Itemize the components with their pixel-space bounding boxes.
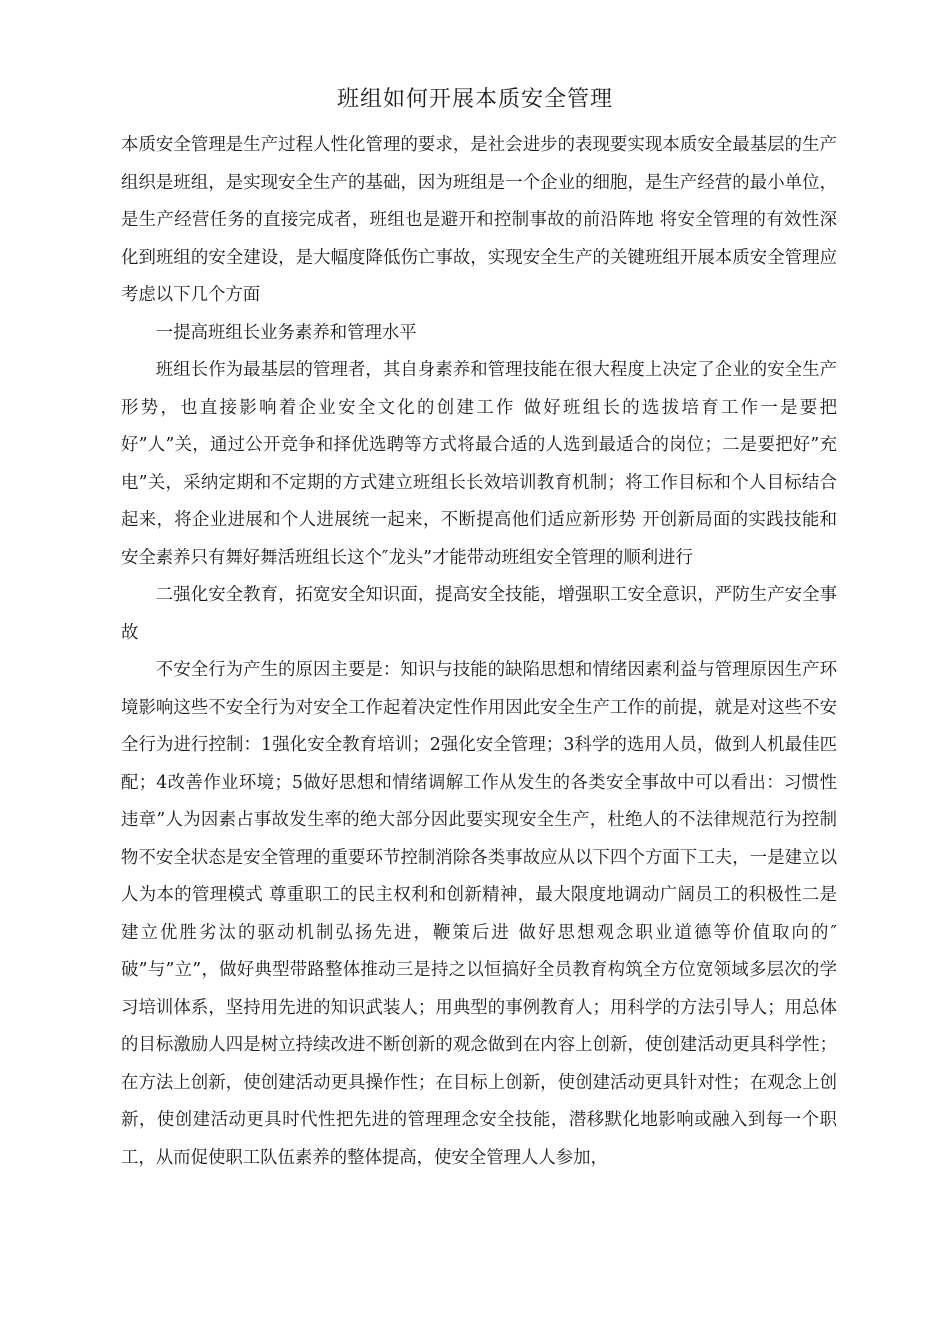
section-heading-1: 一提高班组长业务素养和管理水平 [155,322,417,343]
document-body [121,127,837,1177]
document-title: 班组如何开展本质安全管理 [336,87,613,112]
paragraph-section-2: 不安全行为产生的原因主要是：知识与技能的缺陷思想和情绪因素利益与管理原因生产环境影响这些不安全行为对安全工作起着决定性作用因此安全生产工作的前提，就是对这些不安全行为进行控制：1强化安全教育培训；2强化安全管理；3科学的选用人员，做到人机最佳匹配；4改善作业环境；5做好思想和情绪调解工作从发生的各类安全事故中可以看出：习惯性违章”人为因素占事故发生率的绝大部分因此要实现安全生产，杜绝人的不法律规范行为控制物不安全状态是安全管理的重要环节控制消除各类事故应从以下四个方面下工夫，一是建立以人为本的管理模式 尊重职工的民主权利和创新精神，最大限度地调动广阔员工的积极性二是建立优胜劣汰的驱动机制弘扬先进，鞭策后进 做好思想观念职业道德等价值取向的″破”与”立”，做好典型带路整体推动三是持之以恒搞好全员教育构筑全方位宽领域多层次的学习培训体系，坚持用先进的知识武装人；用典型的事例教育人；用科学的方法引导人；用总体的目标激励人四是树立持续改进不断创新的观念做到在内容上创新，使创建活动更具科学性；在方法上创新，使创建活动更具操作性；在目标上创新，使创建活动更具针对性；在观念上创新，使创建活动更具时代性把先进的管理理念安全技能，潜移默化地影响或融入到每一个职工，从而促使职工队伍素养的整体提高，使安全管理人人参加， [121,660,837,1168]
section-heading-2: 二强化安全教育，拓宽安全知识面，提高安全技能，增强职工安全意识，严防生产安全事故 [121,585,837,643]
paragraph-section-1: 班组长作为最基层的管理者，其自身素养和管理技能在很大程度上决定了企业的安全生产形势，也直接影响着企业安全文化的创建工作 做好班组长的选拔培育工作一是要把好”人”关，通过公开竞争和择优选聘等方式将最合适的人选到最适合的岗位；二是要把好”充电”关，采纳定期和不定期的方式建立班组长长效培训教育机制；将工作目标和个人目标结合起来，将企业进展和个人进展统一起来，不断提高他们适应新形势 开创新局面的实践技能和安全素养只有舞好舞活班组长这个″龙头”才能带动班组安全管理的顺利进行 [121,360,837,568]
paragraph-intro: 本质安全管理是生产过程人性化管理的要求，是社会进步的表现要实现本质安全最基层的生产组织是班组，是实现安全生产的基础，因为班组是一个企业的细胞，是生产经营的最小单位，是生产经营任务的直接完成者，班组也是避开和控制事故的前沿阵地 将安全管理的有效性深化到班组的安全建设，是大幅度降低伤亡事故，实现安全生产的关键班组开展本质安全管理应考虑以下几个方面 [121,135,837,305]
